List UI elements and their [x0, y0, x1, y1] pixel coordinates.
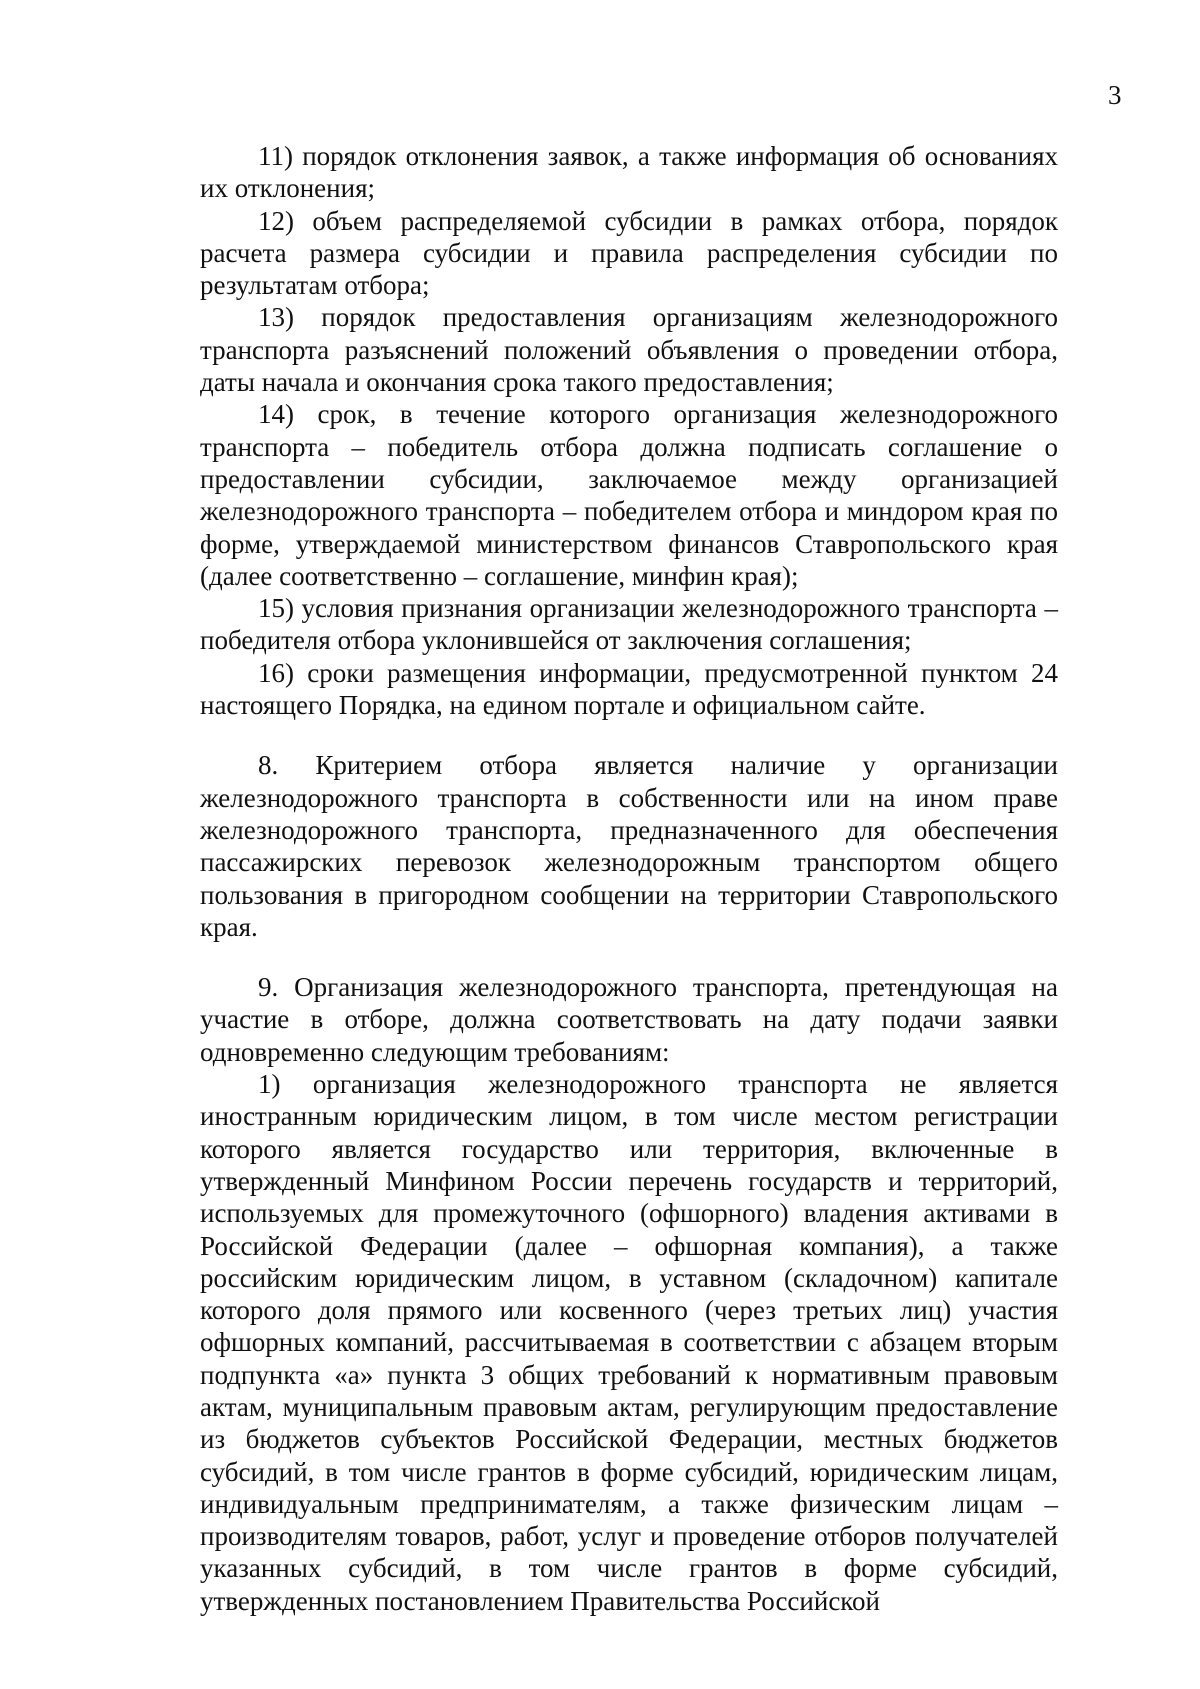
page-number: 3 — [1108, 80, 1122, 110]
document-body — [200, 140, 1058, 1617]
paragraph-item-14: 14) срок, в течение которого организация железнодорожного транспорта – победитель отбора должна подписать соглашение о предоставлении субсидии, заключаемое между организацией железнодорожного транспорта – победителем отбора и миндором края по форме, утверждаемой министерством финансов Ставропольского края (далее соответственно – соглашение, минфин края); — [200, 399, 1058, 591]
paragraph-clause-8: 8. Критерием отбора является наличие у организации железнодорожного транспорта в собственности или на ином праве железнодорожного транспорта, предназначенного для обеспечения пассажирских перевозок железнодорожным транспортом общего пользования в пригородном сообщении на территории Ставропольского края. — [200, 750, 1058, 942]
paragraph-item-16: 16) сроки размещения информации, предусмотренной пунктом 24 настоящего Порядка, на едином портале и официальном сайте. — [200, 657, 1058, 721]
paragraph-item-15: 15) условия признания организации железнодорожного транспорта – победителя отбора уклонившейся от заключения соглашения; — [200, 593, 1058, 656]
paragraph-clause-9: 9. Организация железнодорожного транспорта, претендующая на участие в отборе, должна соответствовать на дату подачи заявки одновременно следующим требованиям: — [200, 972, 1058, 1067]
paragraph-clause-9-item-1: 1) организация железнодорожного транспорта не является иностранным юридическим лицом, в том числе местом регистрации которого является государство или территория, включенные в утвержденный Минфином России перечень государств и территорий, используемых для промежуточного (офшорного) владения активами в Российской Федерации (далее – офшорная компания), а также российским юридическим лицом, в уставном (складочном) капитале которого доля прямого или косвенного (через третьих лиц) участия офшорных компаний, рассчитываемая в соответствии с абзацем вторым подпункта «а» пункта 3 общих требований к нормативным правовым актам, муниципальным правовым актам, регулирующим предоставление из бюджетов субъектов Российской Федерации, местных бюджетов субсидий, в том числе грантов в форме субсидий, юридическим лицам, индивидуальным предпринимателям, а также физическим лицам – производителям товаров, работ, услуг и проведение отборов получателей указанных субсидий, в том числе грантов в форме субсидий, утвержденных постановлением Правительства Российской — [200, 1069, 1058, 1616]
paragraph-item-13: 13) порядок предоставления организациям железнодорожного транспорта разъяснений положений объявления о проведении отбора, даты начала и окончания срока такого предоставления; — [200, 302, 1058, 398]
paragraph-item-12: 12) объем распределяемой субсидии в рамках отбора, порядок расчета размера субсидии и правила распределения субсидии по результатам отбора; — [200, 205, 1058, 301]
paragraph-item-11: 11) порядок отклонения заявок, а также информация об основаниях их отклонения; — [200, 141, 1058, 204]
